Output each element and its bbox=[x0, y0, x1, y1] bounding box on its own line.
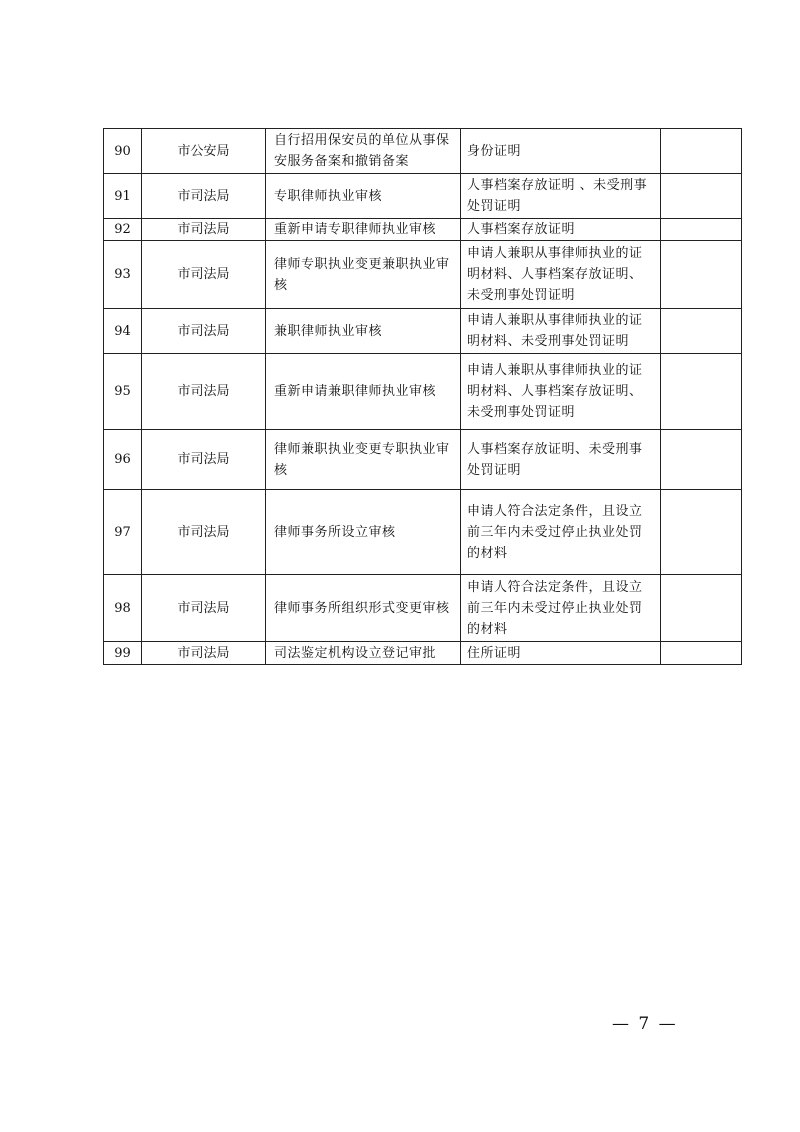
note-cell bbox=[661, 309, 742, 354]
table-row bbox=[104, 219, 742, 241]
materials-cell: 申请人符合法定条件，且设立前三年内未受过停止执业处罚的材料 bbox=[461, 575, 661, 642]
row-number: 94 bbox=[104, 309, 142, 354]
requirements-table bbox=[103, 128, 742, 665]
note-cell bbox=[661, 575, 742, 642]
item-name-cell: 律师专职执业变更兼职执业审核 bbox=[266, 241, 461, 309]
row-number: 98 bbox=[104, 575, 142, 642]
row-number: 93 bbox=[104, 241, 142, 309]
table-row bbox=[104, 241, 742, 309]
table-row bbox=[104, 430, 742, 490]
note-cell bbox=[661, 354, 742, 430]
note-cell bbox=[661, 430, 742, 490]
item-name-cell: 兼职律师执业审核 bbox=[266, 309, 461, 354]
note-cell bbox=[661, 174, 742, 219]
department-cell: 市司法局 bbox=[142, 219, 266, 241]
table-row bbox=[104, 309, 742, 354]
materials-cell: 人事档案存放证明 、未受刑事处罚证明 bbox=[461, 174, 661, 219]
item-name-cell: 重新申请专职律师执业审核 bbox=[266, 219, 461, 241]
materials-cell: 申请人兼职从事律师执业的证明材料、人事档案存放证明、未受刑事处罚证明 bbox=[461, 354, 661, 430]
item-name-cell: 专职律师执业审核 bbox=[266, 174, 461, 219]
department-cell: 市司法局 bbox=[142, 575, 266, 642]
materials-cell: 申请人兼职从事律师执业的证明材料、未受刑事处罚证明 bbox=[461, 309, 661, 354]
table-row bbox=[104, 575, 742, 642]
table-row bbox=[104, 354, 742, 430]
department-cell: 市司法局 bbox=[142, 241, 266, 309]
row-number: 91 bbox=[104, 174, 142, 219]
note-cell bbox=[661, 241, 742, 309]
materials-cell: 申请人符合法定条件，且设立前三年内未受过停止执业处罚的材料 bbox=[461, 490, 661, 575]
item-name-cell: 司法鉴定机构设立登记审批 bbox=[266, 642, 461, 665]
department-cell: 市公安局 bbox=[142, 129, 266, 174]
item-name-cell: 律师兼职执业变更专职执业审核 bbox=[266, 430, 461, 490]
table-row bbox=[104, 490, 742, 575]
table-row bbox=[104, 174, 742, 219]
materials-cell: 人事档案存放证明、未受刑事处罚证明 bbox=[461, 430, 661, 490]
department-cell: 市司法局 bbox=[142, 490, 266, 575]
note-cell bbox=[661, 219, 742, 241]
materials-cell: 住所证明 bbox=[461, 642, 661, 665]
item-name-cell: 律师事务所组织形式变更审核 bbox=[266, 575, 461, 642]
page-number: — 7 — bbox=[612, 1014, 678, 1034]
materials-cell: 身份证明 bbox=[461, 129, 661, 174]
table-row bbox=[104, 642, 742, 665]
department-cell: 市司法局 bbox=[142, 642, 266, 665]
row-number: 99 bbox=[104, 642, 142, 665]
department-cell: 市司法局 bbox=[142, 174, 266, 219]
department-cell: 市司法局 bbox=[142, 430, 266, 490]
department-cell: 市司法局 bbox=[142, 354, 266, 430]
row-number: 90 bbox=[104, 129, 142, 174]
note-cell bbox=[661, 129, 742, 174]
table-row bbox=[104, 129, 742, 174]
note-cell bbox=[661, 490, 742, 575]
row-number: 92 bbox=[104, 219, 142, 241]
item-name-cell: 自行招用保安员的单位从事保安服务备案和撤销备案 bbox=[266, 129, 461, 174]
row-number: 95 bbox=[104, 354, 142, 430]
item-name-cell: 重新申请兼职律师执业审核 bbox=[266, 354, 461, 430]
department-cell: 市司法局 bbox=[142, 309, 266, 354]
row-number: 97 bbox=[104, 490, 142, 575]
item-name-cell: 律师事务所设立审核 bbox=[266, 490, 461, 575]
row-number: 96 bbox=[104, 430, 142, 490]
materials-cell: 申请人兼职从事律师执业的证明材料、人事档案存放证明、未受刑事处罚证明 bbox=[461, 241, 661, 309]
note-cell bbox=[661, 642, 742, 665]
materials-cell: 人事档案存放证明 bbox=[461, 219, 661, 241]
